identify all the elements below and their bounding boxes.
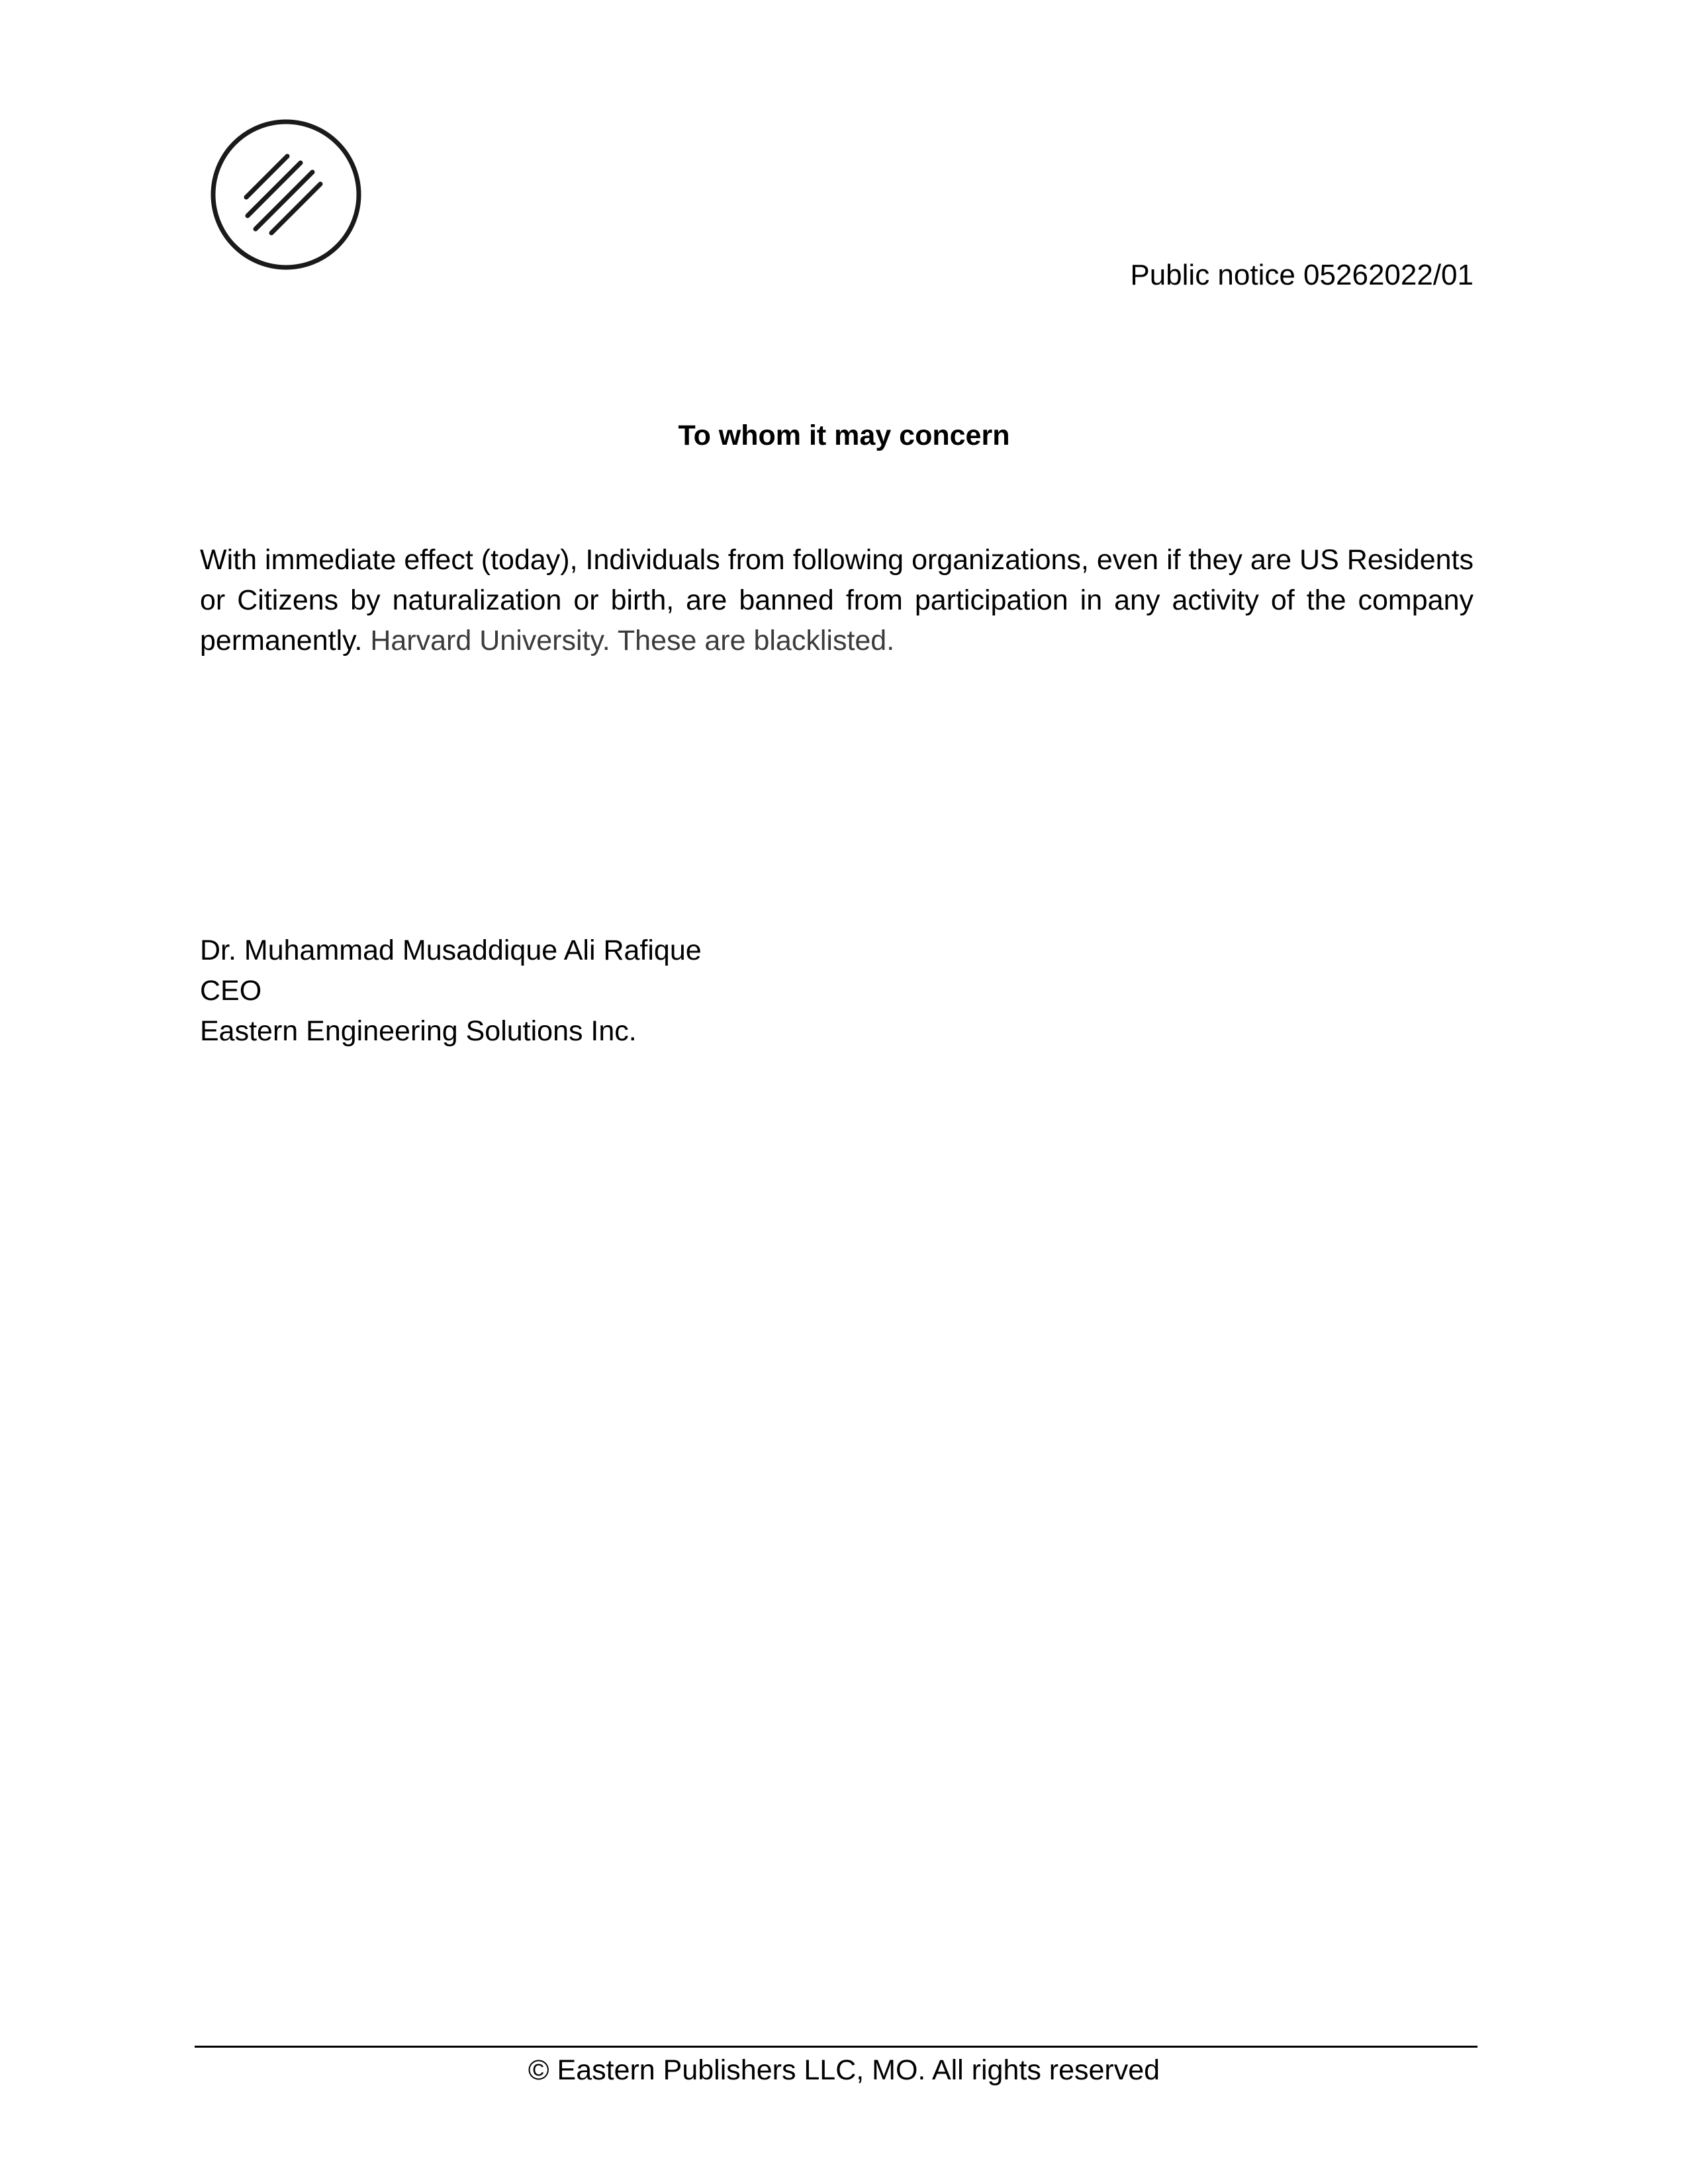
notice-number: Public notice 05262022/01 — [1130, 259, 1474, 291]
signatory-company: Eastern Engineering Solutions Inc. — [200, 1015, 637, 1047]
letter-body-organizations: Harvard University. These are blacklisted. — [370, 625, 895, 657]
signatory-title: CEO — [200, 975, 262, 1007]
letter-body-main: With immediate effect (today), Individuals from following organizations, even if they are US Residents or Citizens by naturalization or birth, are banned from participation in any activity of the company permanently. — [200, 544, 1474, 657]
letter-heading: To whom it may concern — [678, 420, 1010, 451]
footer-copyright: © Eastern Publishers LLC, MO. All rights reserved — [528, 2054, 1160, 2086]
circle-diagonal-lines-logo-icon — [208, 116, 364, 273]
footer-divider — [195, 2046, 1477, 2048]
letter-body — [200, 540, 1474, 661]
signature-block — [200, 931, 702, 1052]
signatory-name: Dr. Muhammad Musaddique Ali Rafique — [200, 934, 702, 966]
